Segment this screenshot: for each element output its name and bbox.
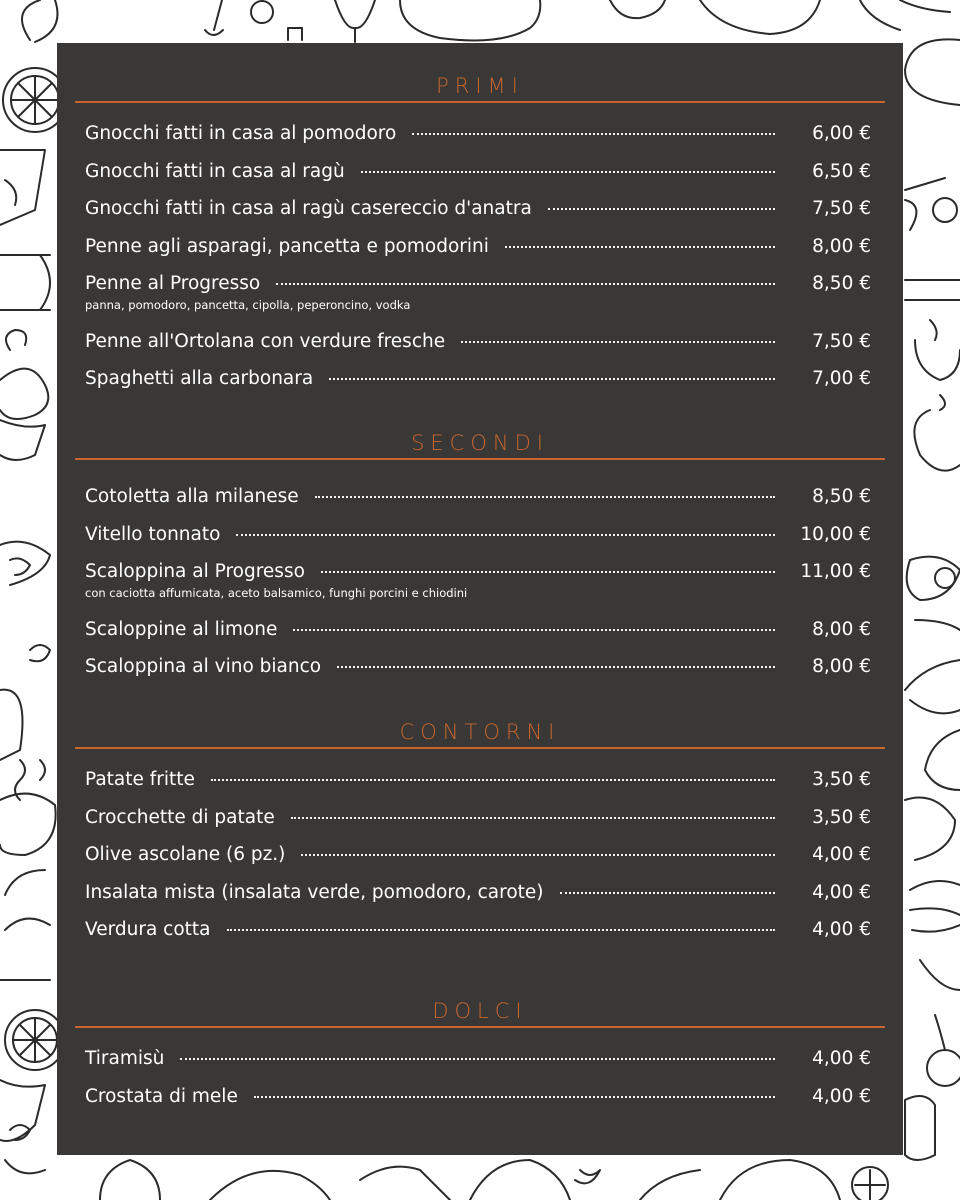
item-price: 3,50 € [812,806,871,828]
item-list [75,1046,885,1121]
item-name: Scaloppina al vino bianco [85,656,322,677]
dot-leader [560,892,776,894]
bowl-doodle-icon [0,794,56,855]
menu-item [75,842,885,880]
menu-item [75,1084,885,1122]
cake-doodle-icon [905,39,960,105]
dot-leader [211,779,775,781]
item-price: 7,00 € [812,368,871,389]
item-name: Penne all'Ortolana con verdure fresche [85,330,446,352]
item-name: Crostata di mele [85,1085,238,1107]
item-price: 3,50 € [812,769,871,790]
item-name: Gnocchi fatti in casa al ragù casereccio d'anatra [85,198,532,219]
menu-item [75,121,885,159]
item-price: 11,00 € [800,561,871,582]
item-price: 7,50 € [812,330,871,352]
item-name: Penne agli asparagi, pancetta e pomodorini [85,235,489,257]
menu-item [75,767,885,805]
section-title: SECONDI [411,431,549,455]
menu-item [75,917,885,955]
cherry-doodle-icon [251,1,273,23]
dot-leader [505,246,775,248]
item-name: Tiramisù [85,1048,165,1069]
item-price: 8,50 € [812,273,871,294]
dot-leader [548,208,775,210]
section-contorni [75,717,885,955]
item-name: Olive ascolane (6 pz.) [85,844,286,865]
menu-item [75,329,885,367]
menu-board [57,43,903,1155]
menu-item [75,805,885,843]
dot-leader [236,534,775,536]
item-name: Crocchette di patate [85,806,275,828]
apple-doodle-icon [915,320,960,380]
dot-leader [461,341,775,343]
item-price: 6,50 € [812,160,871,182]
dot-leader [412,133,775,135]
item-name: Insalata mista (insalata verde, pomodoro, carote) [85,881,544,903]
dot-leader [361,171,775,173]
item-price: 4,00 € [812,1048,871,1069]
dot-leader [291,817,775,819]
bottle-doodle-icon [22,0,58,42]
menu-item [75,484,885,522]
item-name: Spaghetti alla carbonara [85,368,314,389]
menu-item [75,196,885,234]
menu-item [75,159,885,197]
item-name: Gnocchi fatti in casa al ragù [85,160,345,182]
pie-doodle-icon [0,542,50,585]
item-price: 8,00 € [812,618,871,640]
menu-item [75,880,885,918]
menu-item [75,271,885,329]
cupcake-doodle-icon [0,330,48,419]
item-name: Patate fritte [85,769,195,790]
item-price: 4,00 € [812,881,871,903]
item-price: 4,00 € [812,919,871,940]
item-price: 4,00 € [812,844,871,865]
dot-leader [315,496,775,498]
section-title: CONTORNI [399,720,561,744]
dot-leader [321,571,775,573]
menu-item [75,234,885,272]
item-name: Scaloppine al limone [85,618,278,640]
item-name: Vitello tonnato [85,523,221,545]
menu-item [75,559,885,617]
section-title: PRIMI [436,74,524,98]
dot-leader [301,854,775,856]
dot-leader [293,629,775,631]
item-price: 7,50 € [812,198,871,219]
section-divider [75,458,885,460]
item-note: con caciotta affumicata, aceto balsamico, funghi porcini e chiodini [85,586,468,600]
section-secondi [75,428,885,692]
item-name: Verdura cotta [85,919,211,940]
dot-leader [254,1096,775,1098]
section-title: DOLCI [432,999,528,1023]
section-divider [75,101,885,103]
dot-leader [337,666,775,668]
item-price: 6,00 € [812,123,871,144]
item-price: 4,00 € [812,1085,871,1107]
item-list [75,121,885,404]
menu-item [75,654,885,692]
section-dolci [75,996,885,1121]
dot-leader [180,1058,775,1060]
item-list [75,484,885,692]
item-price: 8,00 € [812,656,871,677]
menu-item [75,522,885,560]
menu-item [75,617,885,655]
item-note: panna, pomodoro, pancetta, cipolla, peperoncino, vodka [85,298,411,312]
teapot-doodle-icon [914,395,960,471]
item-name: Scaloppina al Progresso [85,561,305,582]
item-price: 8,00 € [812,235,871,257]
section-primi [75,71,885,404]
section-divider [75,1026,885,1028]
item-list [75,767,885,955]
pot-doodle-icon [400,0,540,40]
menu-item [75,366,885,404]
item-price: 10,00 € [800,523,871,545]
item-name: Gnocchi fatti in casa al pomodoro [85,123,397,144]
item-price: 8,50 € [812,486,871,507]
menu-item [75,1046,885,1084]
wine-glass-doodle-icon [335,0,375,42]
item-name: Penne al Progresso [85,273,261,294]
cherries-doodle-icon [927,1050,960,1086]
item-name: Cotoletta alla milanese [85,486,299,507]
dot-leader [227,929,775,931]
section-divider [75,747,885,749]
dot-leader [276,283,775,285]
dot-leader [329,378,775,380]
